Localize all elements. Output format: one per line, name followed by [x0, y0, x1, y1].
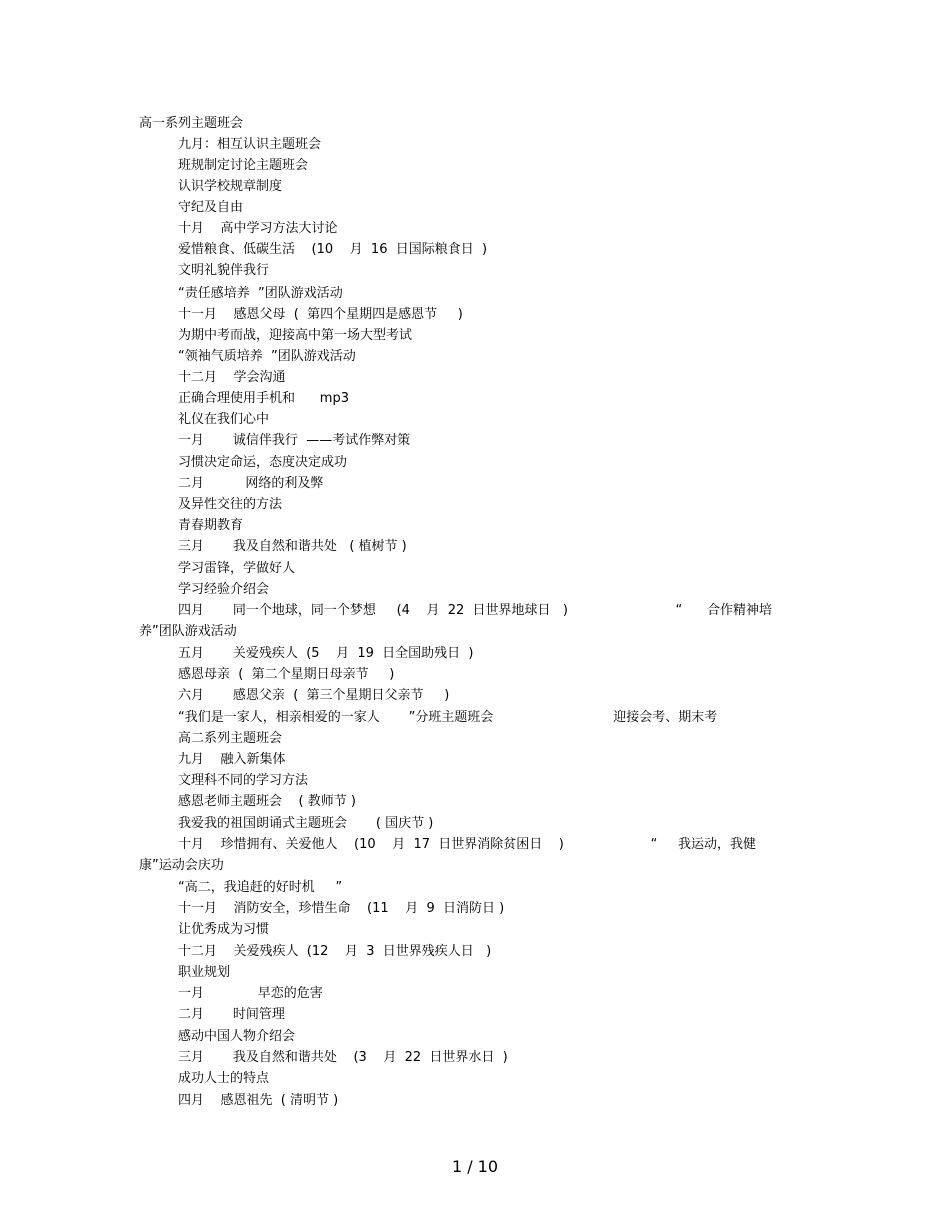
text-line-continued: 康”运动会庆功: [139, 858, 224, 873]
text-line: 班规制定讨论主题班会: [178, 158, 309, 173]
text-line: 四月 同一个地球，同一个梦想 (4 月 22 日世界地球日 ) “ 合作精神培: [178, 603, 772, 618]
text-line: 认识学校规章制度: [178, 179, 283, 194]
text-line: 学习雷锋，学做好人: [178, 561, 296, 576]
text-line: 十二月 关爱残疾人 (12 月 3 日世界残疾人日 ): [178, 944, 492, 959]
text-line: 二月 网络的利及弊: [178, 476, 324, 491]
text-line: “我们是一家人，相亲相爱的一家人 ”分班主题班会 迎接会考、期末考: [178, 710, 718, 725]
page-number: 1 / 10: [451, 1157, 499, 1176]
text-line: 三月 我及自然和谐共处 ( 植树节 ): [178, 539, 407, 554]
text-line-continued: 养”团队游戏活动: [139, 624, 237, 639]
text-line: 文理科不同的学习方法: [178, 773, 309, 788]
text-line: 守纪及自由: [178, 200, 244, 215]
text-line: 感恩老师主题班会 ( 教师节 ): [178, 794, 356, 809]
text-line: 让优秀成为习惯: [178, 922, 270, 937]
text-line: 青春期教育: [178, 518, 244, 533]
text-line: 爱惜粮食、低碳生活 (10 月 16 日国际粮食日 ): [178, 242, 488, 257]
text-line: 一月 诚信伴我行 ——考试作弊对策: [178, 433, 411, 448]
section-heading-grade-one: 高一系列主题班会: [139, 116, 244, 131]
text-line: 十月 珍惜拥有、关爱他人 (10 月 17 日世界消除贫困日 ) “ 我运动，我健: [178, 837, 757, 852]
text-line: 一月 早恋的危害: [178, 986, 323, 1001]
text-line: “领袖气质培养 ”团队游戏活动: [178, 349, 356, 364]
text-line: 学习经验介绍会: [178, 582, 270, 597]
text-line: 礼仪在我们心中: [178, 412, 270, 427]
text-line: 九月 融入新集体: [178, 752, 286, 767]
section-heading-grade-two: 高二系列主题班会: [178, 731, 283, 746]
text-line: 职业规划: [178, 965, 231, 980]
text-line: “责任感培养 ”团队游戏活动: [178, 286, 343, 301]
text-line: 为期中考而战，迎接高中第一场大型考试: [178, 328, 413, 343]
text-line: 二月 时间管理: [178, 1007, 285, 1022]
text-line: 五月 关爱残疾人 (5 月 19 日全国助残日 ): [178, 646, 474, 661]
text-line: 十一月 消防安全，珍惜生命 (11 月 9 日消防日 ): [178, 901, 505, 916]
text-line: 四月 感恩祖先 ( 清明节 ): [178, 1093, 339, 1108]
text-line: 三月 我及自然和谐共处 (3 月 22 日世界水日 ): [178, 1050, 508, 1065]
text-line: 习惯决定命运，态度决定成功: [178, 455, 348, 470]
text-line: 感动中国人物介绍会: [178, 1029, 296, 1044]
text-line: 十月 高中学习方法大讨论: [178, 221, 338, 236]
text-line: 九月：相互认识主题班会: [178, 137, 322, 152]
text-line: 十一月 感恩父母 ( 第四个星期四是感恩节 ): [178, 307, 463, 322]
text-line: 及异性交往的方法: [178, 497, 283, 512]
text-line: 正确合理使用手机和 mp3: [178, 391, 349, 406]
text-line: 十二月 学会沟通: [178, 370, 286, 385]
text-line: 感恩母亲 ( 第二个星期日母亲节 ): [178, 667, 395, 682]
text-line: 文明礼貌伴我行: [178, 263, 270, 278]
text-line: “高二，我追赶的好时机 ”: [178, 880, 343, 895]
text-line: 成功人士的特点: [178, 1071, 270, 1086]
text-line: 六月 感恩父亲 ( 第三个星期日父亲节 ): [178, 688, 450, 703]
text-line: 我爱我的祖国朗诵式主题班会 ( 国庆节 ): [178, 816, 434, 831]
